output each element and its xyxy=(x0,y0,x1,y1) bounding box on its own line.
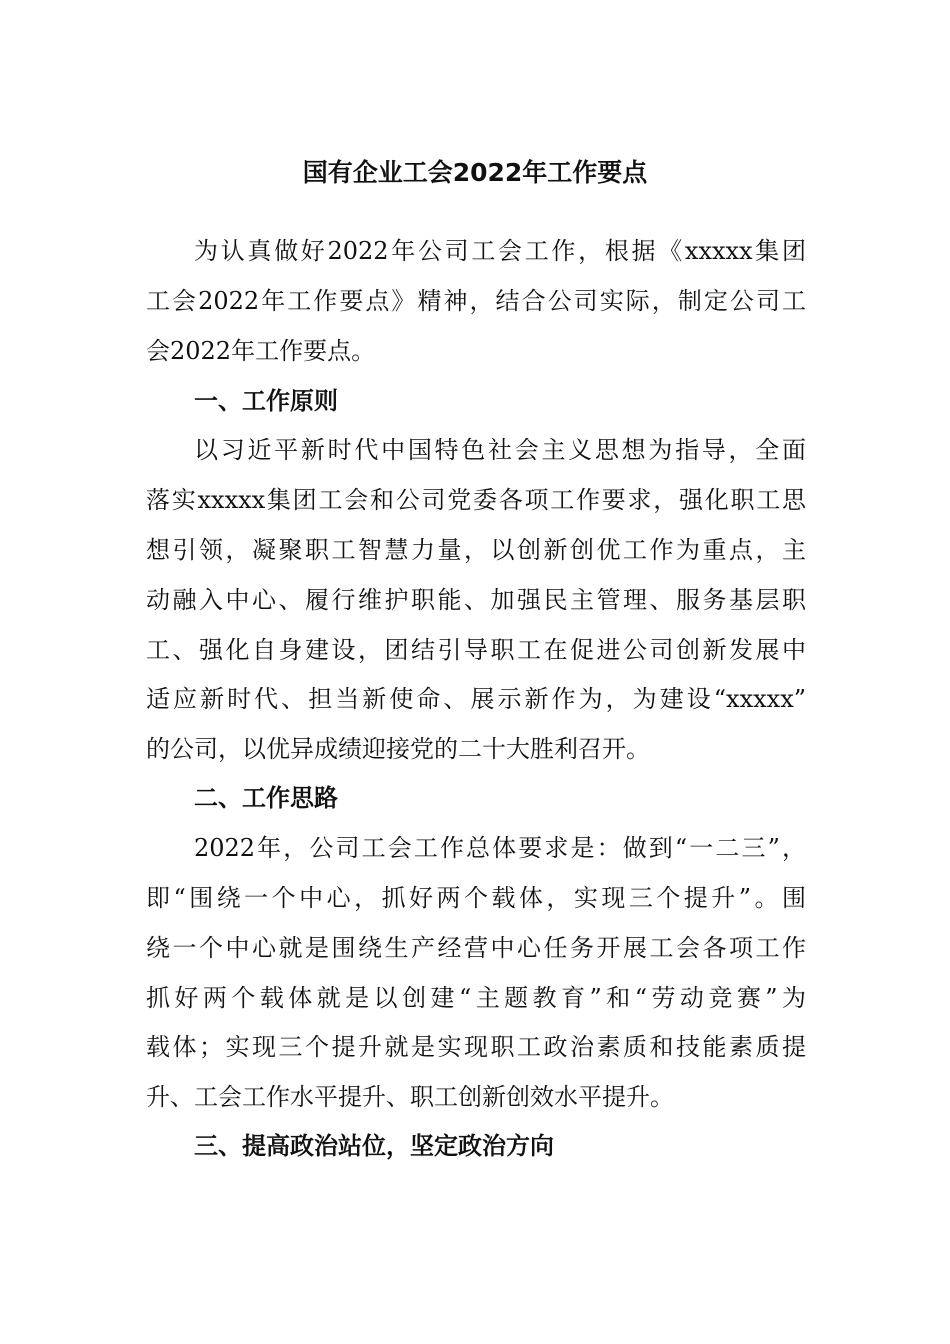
section1-line-6: 适应新时代、担当新使命、展示新作为，为建设“xxxxx” xyxy=(146,685,806,713)
intro-line-3: 会2022年工作要点。 xyxy=(146,337,376,365)
section1-line-4: 动融入中心、履行维护职能、加强民主管理、服务基层职 xyxy=(146,586,806,614)
section2-line-3: 绕一个中心就是围绕生产经营中心任务开展工会各项工作 xyxy=(146,934,806,962)
section2-line-6: 升、工会工作水平提升、职工创新创效水平提升。 xyxy=(146,1083,674,1111)
section1-line-5: 工、强化自身建设，团结引导职工在促进公司创新发展中 xyxy=(146,636,806,664)
section2-line-2: 即“围绕一个中心，抓好两个载体，实现三个提升”。围 xyxy=(146,884,806,912)
section2-line-4: 抓好两个载体就是以创建“主题教育”和“劳动竞赛”为 xyxy=(146,984,806,1012)
document-title: 国有企业工会2022年工作要点 xyxy=(302,158,648,187)
section-heading-2: 二、工作思路 xyxy=(194,784,338,812)
section1-line-1: 以习近平新时代中国特色社会主义思想为指导，全面 xyxy=(194,436,806,464)
section2-line-1: 2022年，公司工会工作总体要求是：做到“一二三”， xyxy=(194,834,806,862)
section-heading-3: 三、提高政治站位，坚定政治方向 xyxy=(194,1132,554,1160)
section1-line-7: 的公司，以优异成绩迎接党的二十大胜利召开。 xyxy=(146,735,650,763)
section-heading-1: 一、工作原则 xyxy=(194,387,338,415)
section1-line-2: 落实xxxxx集团工会和公司党委各项工作要求，强化职工思 xyxy=(146,486,806,514)
intro-line-1: 为认真做好2022年公司工会工作，根据《xxxxx集团 xyxy=(194,237,806,265)
section1-line-3: 想引领，凝聚职工智慧力量，以创新创优工作为重点，主 xyxy=(146,536,806,564)
intro-line-2: 工会2022年工作要点》精神，结合公司实际，制定公司工 xyxy=(146,287,806,315)
section2-line-5: 载体；实现三个提升就是实现职工政治素质和技能素质提 xyxy=(146,1033,806,1061)
